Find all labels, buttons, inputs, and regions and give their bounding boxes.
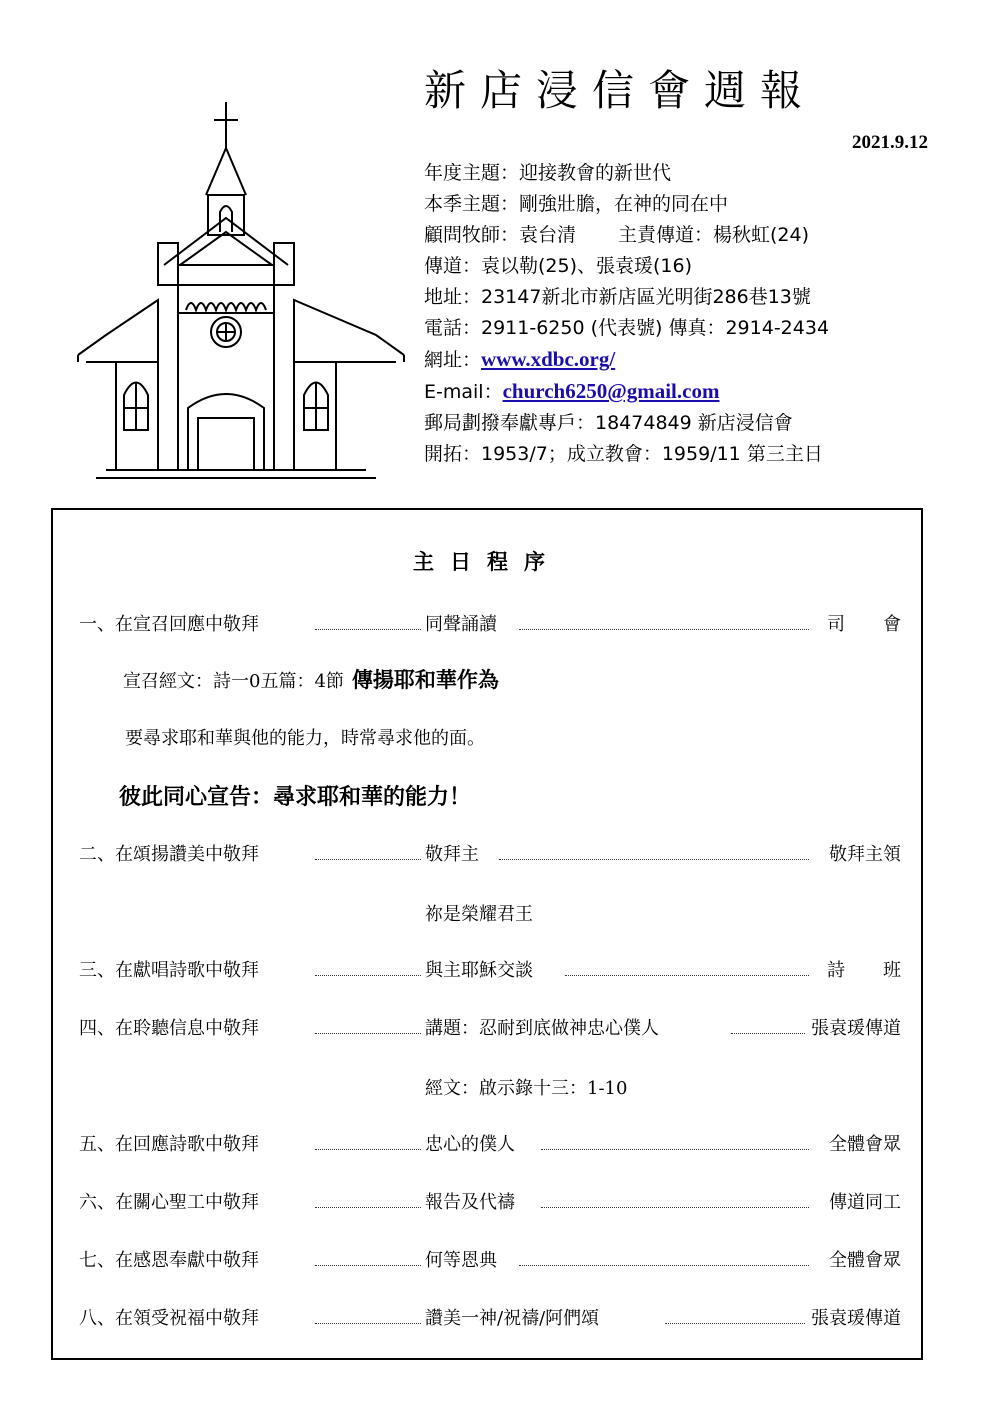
advisor-pastor: 顧問牧師：袁台清: [424, 224, 577, 246]
program-box: [51, 508, 939, 1360]
program-part: 五、在回應詩歌中敬拜: [79, 1134, 259, 1155]
program-content: 敬拜主: [425, 844, 479, 865]
bulletin-date: 2021.9.12: [852, 132, 928, 153]
program-leader: 張袁瑗傳道: [811, 1308, 901, 1329]
program-row: [79, 1130, 901, 1160]
program-row: [79, 1014, 901, 1044]
website-line: [424, 344, 829, 376]
bulletin-title: 新店浸信會週報: [424, 66, 817, 115]
program-part: 三、在獻唱詩歌中敬拜: [79, 960, 259, 981]
email-line: [424, 376, 829, 408]
program-part: 二、在頌揚讚美中敬拜: [79, 844, 259, 865]
program-content: 同聲誦讀: [425, 614, 497, 635]
program-leader: 全體會眾: [829, 1134, 901, 1155]
church-illustration: [76, 100, 406, 490]
program-row: [79, 840, 901, 870]
program-leader: 傳道同工: [829, 1192, 901, 1213]
program-content: 與主耶穌交談: [425, 960, 533, 981]
program-content: 忠心的僕人: [425, 1134, 515, 1155]
postal-account: 郵局劃撥奉獻專戶：18474849 新店浸信會: [424, 412, 793, 434]
program-part: 八、在領受祝福中敬拜: [79, 1308, 259, 1329]
call-scripture-ref: 宣召經文：詩一0五篇：4節: [123, 671, 344, 692]
program-row: [79, 610, 939, 640]
program-leader: 詩班: [827, 960, 939, 981]
song-title: 祢是榮耀君王: [425, 904, 533, 925]
sermon-scripture: 經文：啟示錄十三：1-10: [425, 1078, 628, 1099]
season-theme: 本季主題：剛強壯膽，在神的同在中: [424, 193, 729, 215]
program-row: [79, 1188, 901, 1218]
website-label: 網址：: [424, 349, 482, 371]
program-leader: 敬拜主領: [829, 844, 901, 865]
email-label: E-mail：: [424, 381, 503, 403]
program-content: 報告及代禱: [425, 1192, 515, 1213]
program-row: [79, 1246, 901, 1276]
program-leader: 張袁瑗傳道: [811, 1018, 901, 1039]
address: 地址：23147新北市新店區光明街286巷13號: [424, 286, 811, 308]
program-content: 讚美一神/祝禱/阿們頌: [425, 1308, 600, 1329]
church-info: [424, 158, 829, 470]
call-scripture-text: 要尋求耶和華與他的能力，時常尋求他的面。: [125, 728, 485, 749]
declaration: 彼此同心宣告：尋求耶和華的能力！: [119, 784, 472, 810]
year-theme: 年度主題：迎接教會的新世代: [424, 162, 672, 184]
program-content: 何等恩典: [425, 1250, 497, 1271]
program-part: 一、在宣召回應中敬拜: [79, 614, 259, 635]
call-scripture-line: [123, 664, 499, 694]
founding-dates: 開拓：1953/7；成立教會：1959/11 第三主日: [424, 443, 823, 465]
program-part: 四、在聆聽信息中敬拜: [79, 1018, 259, 1039]
program-leader: 司會: [827, 614, 939, 635]
program-part: 六、在關心聖工中敬拜: [79, 1192, 259, 1213]
program-content: 講題：忍耐到底做神忠心僕人: [425, 1018, 659, 1039]
staff-line: [424, 220, 829, 251]
lead-preacher: 主責傳道：楊秋虹(24): [618, 224, 810, 246]
phone-fax: 電話：2911-6250 (代表號) 傳真：2914-2434: [424, 317, 830, 339]
call-scripture-title: 傳揚耶和華作為: [351, 667, 499, 692]
program-part: 七、在感恩奉獻中敬拜: [79, 1250, 259, 1271]
program-row: [79, 1304, 901, 1334]
website-link[interactable]: www.xdbc.org/: [481, 347, 616, 371]
program-title: 主日程序: [413, 549, 561, 574]
email-link[interactable]: church6250@gmail.com: [502, 379, 720, 403]
preachers: 傳道：袁以勒(25)、張袁瑗(16): [424, 255, 693, 277]
program-leader: 全體會眾: [829, 1250, 901, 1271]
program-row: [79, 956, 939, 986]
